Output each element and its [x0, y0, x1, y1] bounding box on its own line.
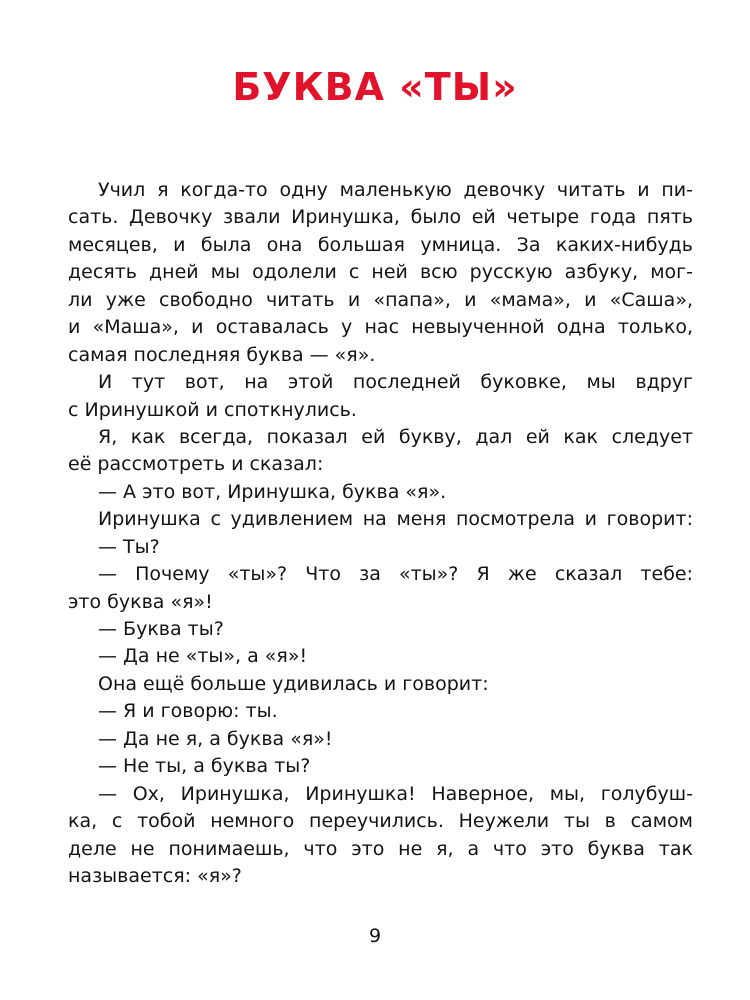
- text-line: И тут вот, на этой последней буковке, мы вдруг: [98, 371, 693, 394]
- text-line: сать. Девочку звали Иринушка, было ей четыре года пять: [68, 206, 693, 229]
- text-line: называется: «я»?: [68, 864, 242, 887]
- text-line: — Да не я, а буква «я»!: [98, 727, 333, 750]
- text-line: Я, как всегда, показал ей букву, дал ей как следует: [98, 425, 693, 448]
- text-line: Иринушка с удивлением на меня посмотрела и говорит:: [98, 508, 693, 531]
- text-line: — А это вот, Иринушка, буква «я».: [98, 480, 447, 503]
- page-number: 9: [368, 925, 382, 947]
- text-line: ли уже свободно читать и «папа», и «мама», и «Саша»,: [68, 288, 693, 311]
- text-line: это буква «я»!: [68, 590, 213, 613]
- text-line: самая последняя буква — «я».: [68, 343, 376, 366]
- text-line: — Ох, Иринушка, Иринушка! Наверное, мы, голубуш-: [98, 782, 693, 805]
- text-line: — Я и говорю: ты.: [98, 700, 278, 723]
- text-line: десять дней мы одолели с ней всю русскую азбуку, мог-: [68, 261, 693, 284]
- story-text: [68, 177, 693, 890]
- text-line: с Иринушкой и споткнулись.: [68, 398, 357, 421]
- page-title: БУКВА «ТЫ»: [232, 65, 518, 109]
- text-line: — Буква ты?: [98, 618, 224, 640]
- text-line: месяцев, и была она большая умница. За каких-нибудь: [68, 233, 693, 256]
- text-line: — Не ты, а буква ты?: [98, 755, 311, 778]
- text-line: и «Маша», и оставалась у нас невыученной одна только,: [68, 316, 693, 339]
- text-line: деле не понимаешь, что это не я, а что это буква так: [68, 837, 693, 860]
- text-line: — Да не «ты», а «я»!: [98, 645, 308, 668]
- text-line: ка, с тобой немного переучились. Неужели ты в самом: [68, 810, 693, 833]
- text-line: — Ты?: [98, 535, 160, 558]
- text-line: её рассмотреть и сказал:: [68, 453, 324, 476]
- text-line: Она ещё больше удивилась и говорит:: [98, 672, 489, 695]
- text-line: Учил я когда-то одну маленькую девочку читать и пи-: [98, 179, 693, 201]
- text-line: — Почему «ты»? Что за «ты»? Я же сказал тебе:: [98, 563, 693, 586]
